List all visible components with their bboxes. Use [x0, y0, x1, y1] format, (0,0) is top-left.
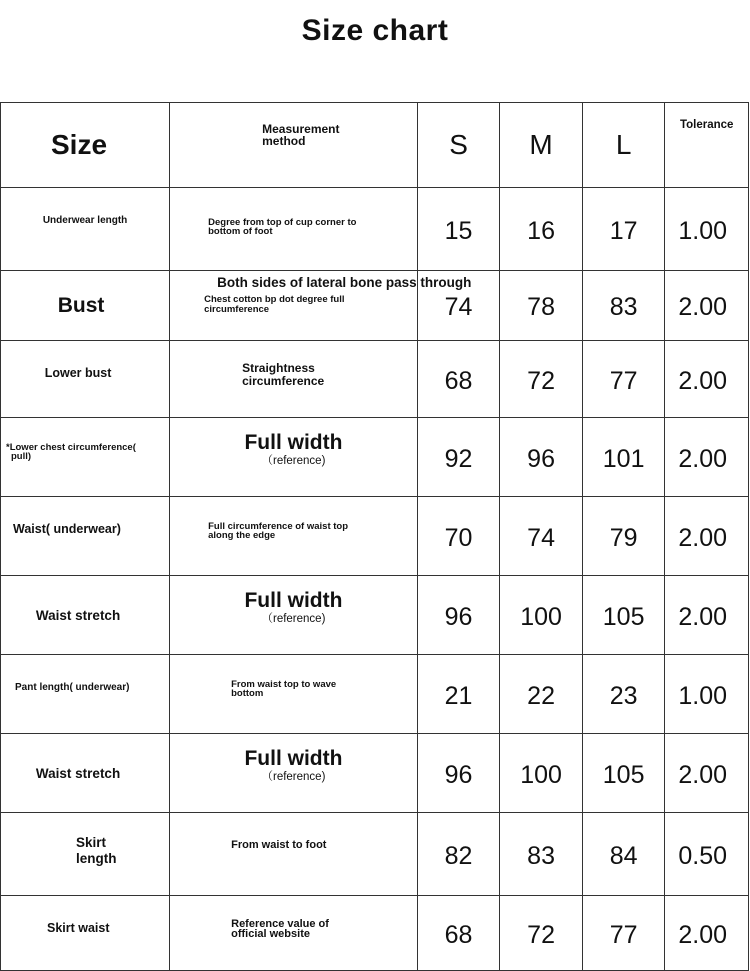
- value-m: 22: [500, 655, 583, 734]
- table-row: [1, 271, 749, 341]
- method-text: [170, 655, 418, 734]
- value-tolerance: 2.00: [665, 418, 749, 497]
- size-label-line: pull): [11, 451, 32, 462]
- method-line: Straightness: [242, 361, 315, 375]
- size-label: Bust: [1, 271, 170, 341]
- method-main: Full width: [244, 747, 343, 770]
- method-text: [170, 497, 418, 576]
- method-line: From waist to foot: [231, 838, 327, 851]
- size-chart-table: [0, 102, 749, 971]
- table-row: [1, 341, 749, 418]
- value-s: 70: [417, 497, 500, 576]
- value-tolerance: 1.00: [665, 655, 749, 734]
- value-l: 17: [582, 188, 665, 271]
- size-label: Lower bust: [1, 341, 170, 418]
- value-tolerance: 2.00: [665, 576, 749, 655]
- method-line: circumference: [242, 374, 325, 388]
- value-l: 23: [582, 655, 665, 734]
- value-m: 72: [500, 341, 583, 418]
- table-row: [1, 896, 749, 971]
- header-method-line1: Measurement: [262, 122, 340, 136]
- size-label: Pant length( underwear): [1, 655, 170, 734]
- method-main: Full width: [244, 431, 343, 454]
- value-s: 15: [417, 188, 500, 271]
- method-sub: （reference): [261, 613, 326, 625]
- method-text: [170, 576, 418, 655]
- table-row: [1, 734, 749, 813]
- method-heading: Both sides of lateral bone pass through: [217, 275, 472, 290]
- value-l: 77: [582, 341, 665, 418]
- method-line: Reference value of: [231, 918, 329, 930]
- header-tolerance: Tolerance: [665, 103, 749, 188]
- size-label: Underwear length: [1, 188, 170, 271]
- value-s: 74: [417, 271, 500, 341]
- table-row: [1, 576, 749, 655]
- value-l: 105: [582, 734, 665, 813]
- method-text: [170, 418, 418, 497]
- value-m: 100: [500, 576, 583, 655]
- value-s: 96: [417, 734, 500, 813]
- value-s: 21: [417, 655, 500, 734]
- size-label-line: length: [76, 851, 117, 866]
- value-m: 83: [500, 813, 583, 896]
- method-text: [170, 896, 418, 971]
- size-label: Waist stretch: [1, 734, 170, 813]
- value-m: 72: [500, 896, 583, 971]
- method-text: [170, 341, 418, 418]
- value-m: 16: [500, 188, 583, 271]
- value-tolerance: 0.50: [665, 813, 749, 896]
- value-s: 92: [417, 418, 500, 497]
- header-row: [1, 103, 749, 188]
- table-row: [1, 418, 749, 497]
- method-line: official website: [231, 928, 310, 940]
- method-text: [170, 734, 418, 813]
- method-line: Chest cotton bp dot degree full: [204, 294, 345, 305]
- header-method: [170, 103, 418, 188]
- value-s: 68: [417, 896, 500, 971]
- size-label: Waist stretch: [1, 576, 170, 655]
- table-row: [1, 655, 749, 734]
- value-m: 100: [500, 734, 583, 813]
- value-tolerance: 2.00: [665, 497, 749, 576]
- method-line: Full circumference of waist top: [208, 520, 349, 532]
- value-s: 82: [417, 813, 500, 896]
- size-label: [1, 813, 170, 896]
- size-label-line: Skirt: [76, 835, 107, 850]
- value-m: 96: [500, 418, 583, 497]
- value-l: 84: [582, 813, 665, 896]
- value-l: 101: [582, 418, 665, 497]
- method-line: along the edge: [208, 530, 276, 541]
- value-s: 96: [417, 576, 500, 655]
- size-label: Skirt waist: [1, 896, 170, 971]
- value-l: 105: [582, 576, 665, 655]
- header-size: Size: [1, 103, 170, 188]
- header-l: L: [582, 103, 665, 188]
- size-label: [1, 418, 170, 497]
- page-title: Size chart: [301, 14, 449, 47]
- value-l: 79: [582, 497, 665, 576]
- value-m: 78: [500, 271, 583, 341]
- method-sub: （reference): [261, 455, 326, 467]
- method-line: circumference: [204, 303, 270, 315]
- value-tolerance: 2.00: [665, 341, 749, 418]
- method-line: From waist top to wave: [231, 678, 337, 690]
- method-line: bottom: [231, 688, 264, 699]
- table-row: [1, 188, 749, 271]
- header-method-line2: method: [262, 134, 306, 148]
- table-row: [1, 497, 749, 576]
- size-label: Waist( underwear): [1, 497, 170, 576]
- value-tolerance: 2.00: [665, 896, 749, 971]
- method-main: Full width: [244, 589, 343, 612]
- value-s: 68: [417, 341, 500, 418]
- size-label-line: *Lower chest circumference(: [6, 441, 136, 453]
- method-line: bottom of foot: [208, 226, 273, 237]
- header-m: M: [500, 103, 583, 188]
- method-text: [170, 188, 418, 271]
- value-l: 83: [582, 271, 665, 341]
- value-tolerance: 1.00: [665, 188, 749, 271]
- value-m: 74: [500, 497, 583, 576]
- method-text: [170, 813, 418, 896]
- method-sub: （reference): [261, 771, 326, 783]
- method-line: Degree from top of cup corner to: [208, 216, 357, 228]
- value-tolerance: 2.00: [665, 271, 749, 341]
- value-l: 77: [582, 896, 665, 971]
- header-s: S: [417, 103, 500, 188]
- table-row: [1, 813, 749, 896]
- value-tolerance: 2.00: [665, 734, 749, 813]
